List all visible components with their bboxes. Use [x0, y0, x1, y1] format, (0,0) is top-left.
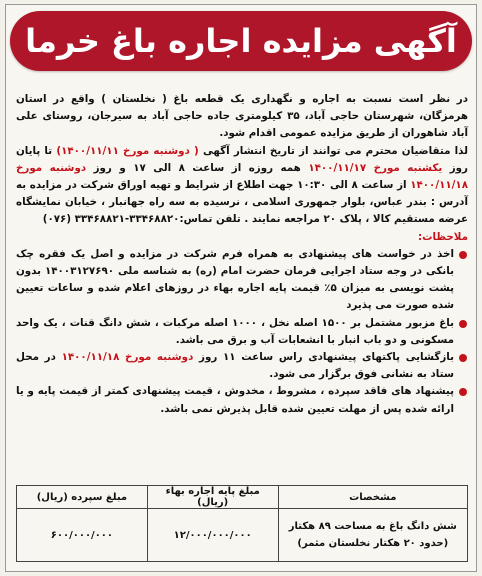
header-base-price: مبلغ پایه اجاره بهاء (ریال): [147, 486, 278, 509]
intro-paragraph: در نظر است نسبت به اجاره و نگهداری یک قطعه باغ ( نخلستان ) واقع در استان هرمزگان، شهرستان حاجی آباد، ۳۵ کیلومتری جاده حاجی آباد به سیرجان، روستای علی آباد شاهوران از طریق مزایده عمومی اقدام شود.: [16, 93, 468, 140]
note-text: در محل ستاد به نشانی فوق برگزار می شود.: [16, 351, 454, 381]
base-price-value: ۱۲/۰۰۰/۰۰۰/۰۰۰: [173, 529, 252, 541]
cell-deposit: [17, 509, 148, 562]
opening-date: دوشنبه مورخ ۱۴۰۰/۱۱/۱۸: [61, 351, 194, 364]
ad-page: [5, 4, 477, 572]
note-item: [16, 349, 468, 383]
cell-description: [278, 509, 467, 562]
note-item: پیشنهاد های فاقد سپرده ، مشروط ، مخدوش ، قیمت پیشنهادی کمتر از قیمت پایه و یا ارائه شده پس از مهلت تعیین شده قابل پذیرش نمی باشد.: [16, 383, 468, 417]
schedule-text-2: تا پایان روز: [16, 144, 468, 174]
schedule-paragraph: [16, 143, 468, 229]
cell-base-price: [147, 509, 278, 562]
schedule-text-3: همه روزه از ساعت ۸ الی ۱۷ و روز: [86, 161, 309, 174]
publish-date: ( دوشنبه مورخ ۱۴۰۰/۱۱/۱۱): [56, 144, 199, 157]
description-line: شش دانگ باغ به مساحت ۸۹ هکتار: [288, 521, 457, 532]
table-header-row: [17, 486, 468, 509]
note-text: بازگشایی پاکتهای پیشنهادی راس ساعت ۱۱ روز: [193, 351, 454, 364]
deadline-date: یکشنبه مورخ ۱۴۰۰/۱۱/۱۷: [308, 161, 443, 174]
ad-title: آگهی مزایده اجاره باغ خرما: [25, 22, 457, 60]
spec-table: [16, 485, 468, 562]
header-deposit: مبلغ سپرده (ریال): [17, 486, 148, 509]
table-row: [17, 509, 468, 562]
description-line: (حدود ۲۰ هکتار نخلستان مثمر): [297, 538, 449, 549]
notes-list: [16, 246, 468, 418]
note-item: باغ مزبور مشتمل بر ۱۵۰۰ اصله نخل ، ۱۰۰۰ اصله مرکبات ، شش دانگ قنات ، یک واحد مسکونی و دو باب انبار با انشعابات آب و برق می باشد.: [16, 315, 468, 349]
note-item: اخذ در خواست های پیشنهادی به همراه فرم شرکت در مزایده و اصل یک فقره چک بانکی در وجه ستاد اجرایی فرمان حضرت امام (ره) به شناسه ملی ۱۴۰۰۳۱۲۷۶۹۰ بدون پشت نویسی به میزان ۵٪ قیمت پایه اجاره بهاء در روزهای اعلام شده و ساعات تعیین شده صورت می پذیرد: [16, 246, 468, 315]
final-date: دوشنبه مورخ ۱۴۰۰/۱۱/۱۸: [16, 161, 469, 192]
schedule-text-1: لذا متقاضیان محترم می توانند از تاریخ انتشار آگهی: [198, 144, 468, 157]
title-banner: [10, 11, 472, 71]
deposit-value: ۶۰۰/۰۰۰/۰۰۰: [50, 529, 114, 541]
notes-title: ملاحظات:: [418, 230, 468, 243]
schedule-text-4: از ساعت ۸ الی ۱۰:۳۰ جهت اطلاع از شرایط و تهیه اوراق شرکت در مزایده به آدرس : بندر عباس، بلوار جمهوری اسلامی ، نرسیده به سه راه جهانبار ، خیابان نمایشگاه عرضه مستقیم کالا ، پلاک ۲۰ مراجعه نمایند . تلفن تماس:۳۳۴۶۸۸۲۰-۳۳۴۶۸۸۲۱ (۰۷۶): [16, 179, 468, 226]
header-specs: مشخصات: [278, 486, 467, 509]
ad-body: [16, 91, 468, 418]
